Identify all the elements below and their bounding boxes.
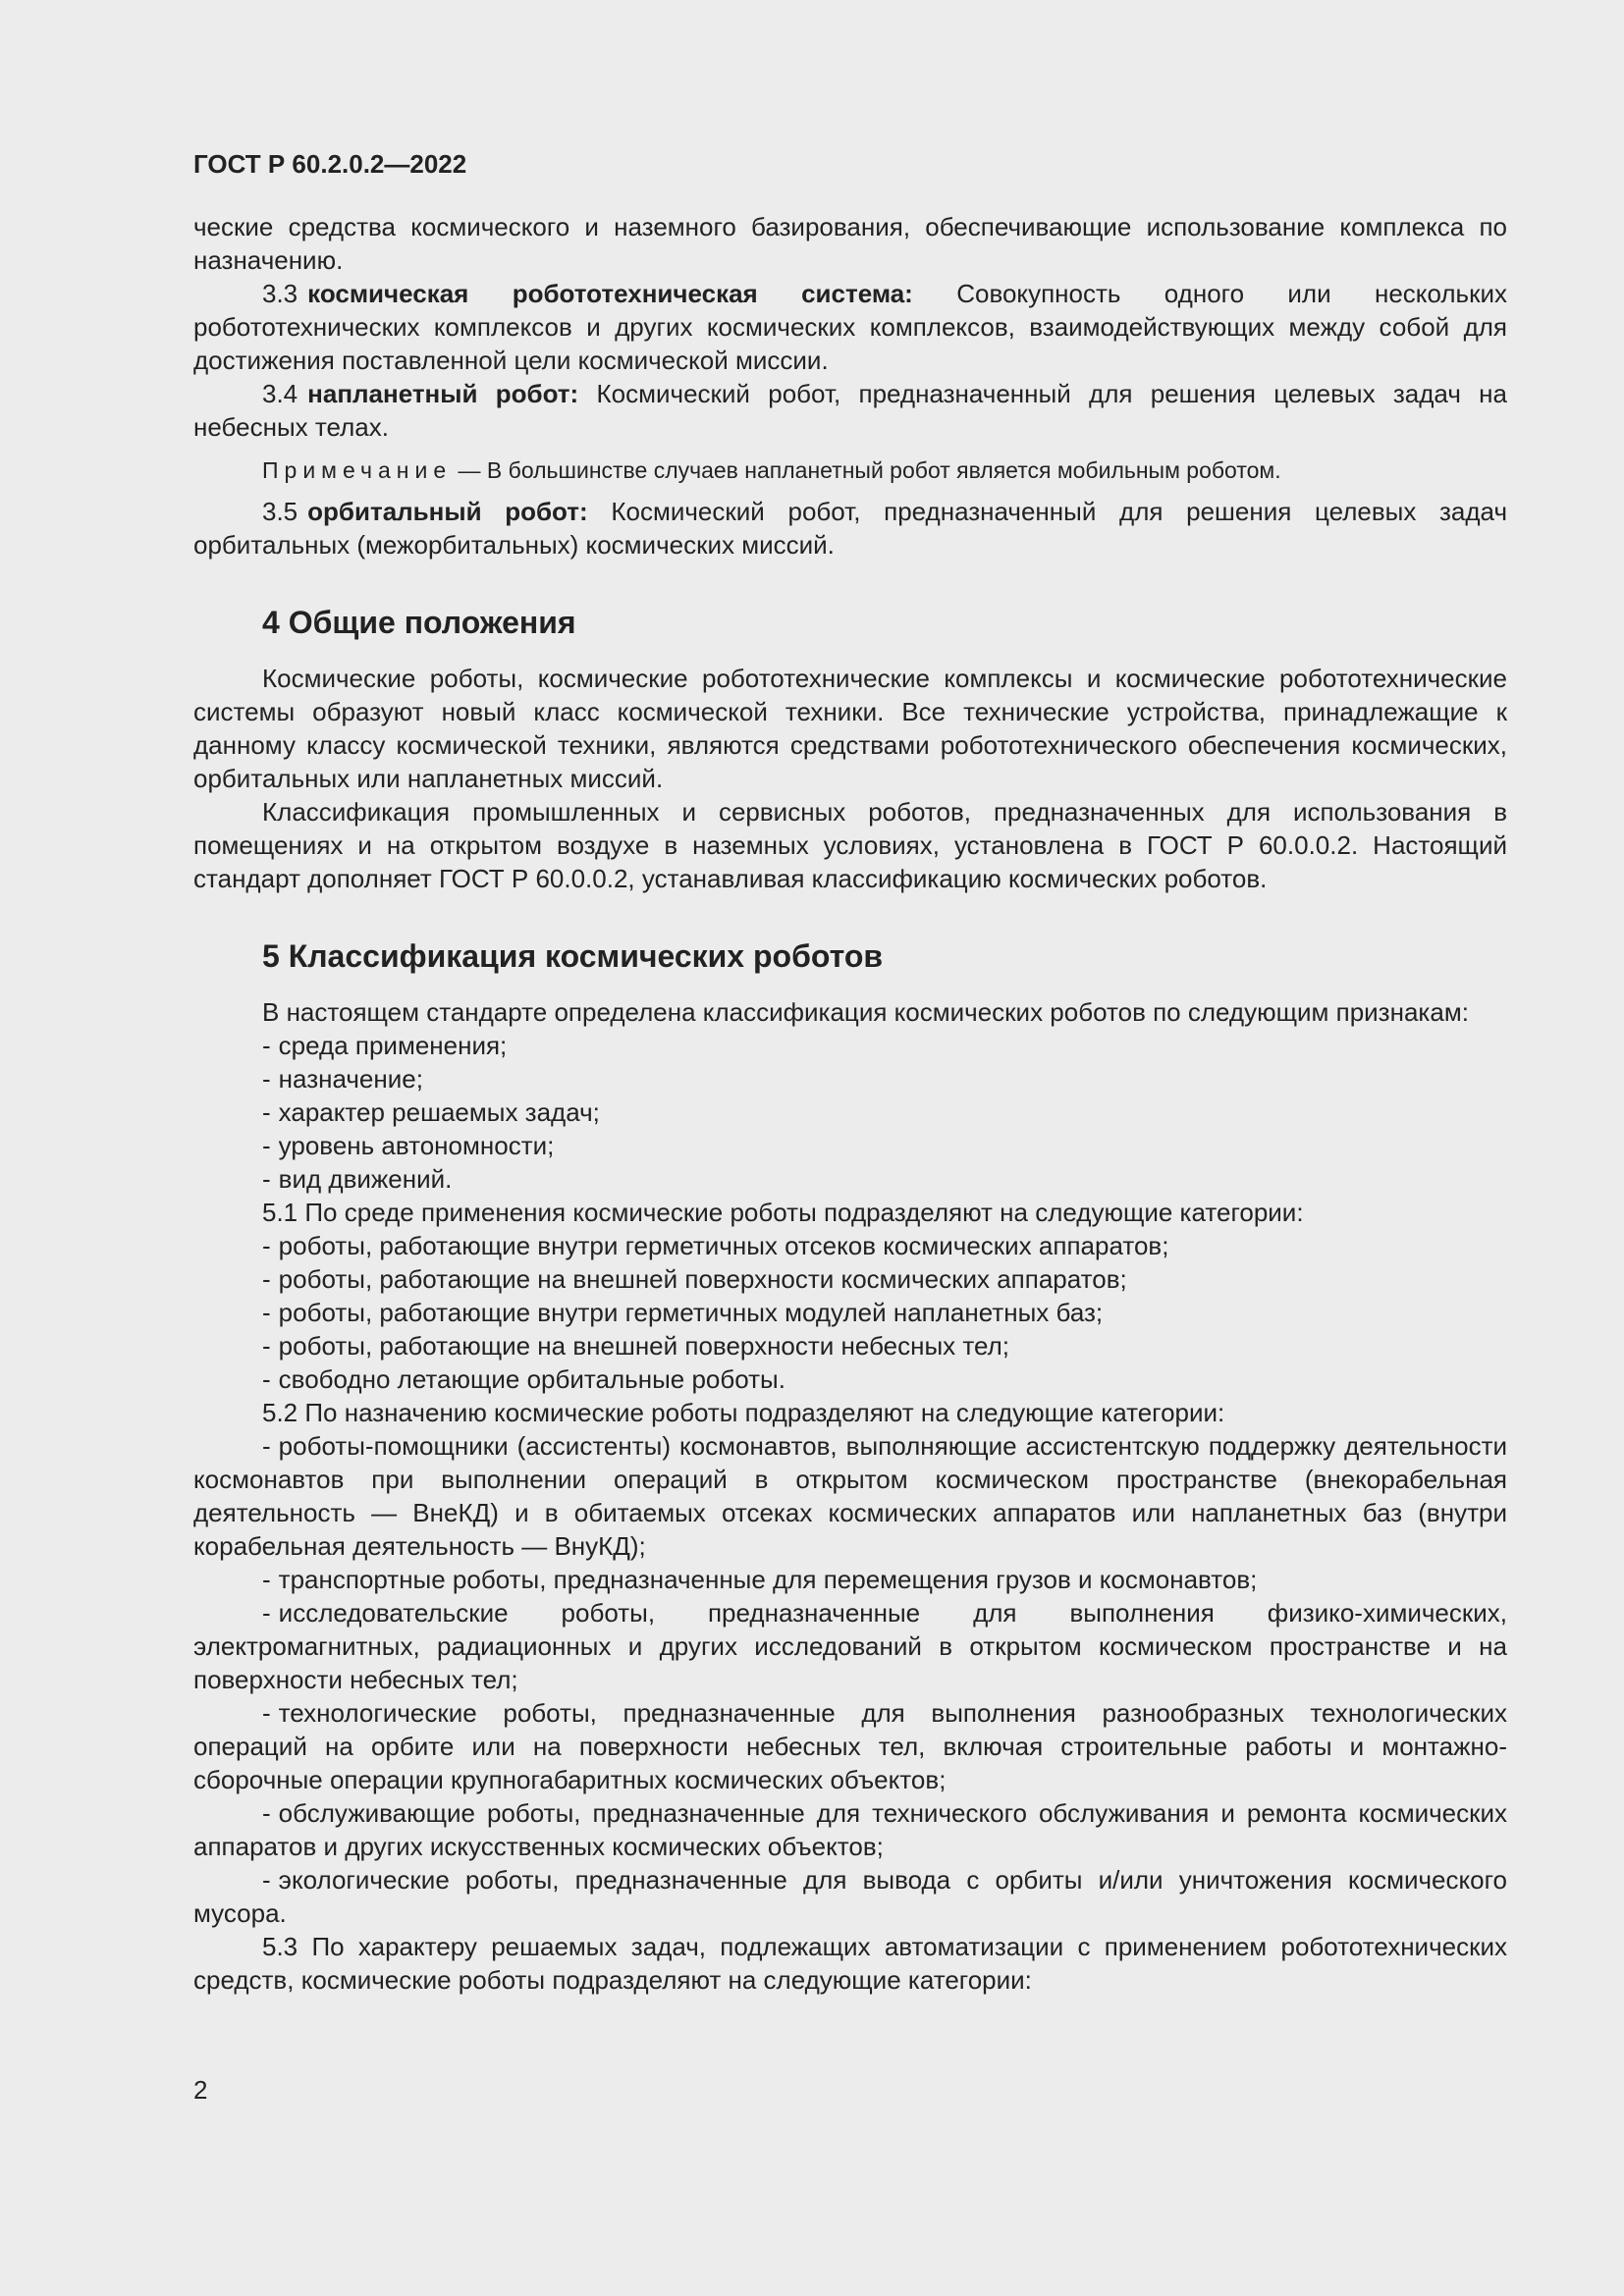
document-page xyxy=(193,147,1507,1997)
section-4-paragraph-2: Классификация промышленных и сервисных роботов, предназначенных для использования в помещениях и на открытом воздухе в наземных условиях, установлена в ГОСТ Р 60.0.0.2. Настоящий стандарт дополняет ГОСТ Р 60.0.0.2, устанавливая классификацию космических роботов. xyxy=(193,797,1507,893)
definition-3-5 xyxy=(193,495,1507,561)
purpose-item: - транспортные роботы, предназначенные для перемещения грузов и космонавтов; xyxy=(262,1565,1258,1594)
list-item: - роботы, работающие внутри герметичных отсеков космических аппаратов; xyxy=(262,1231,1169,1260)
section-5-heading: 5 Классификация космических роботов xyxy=(262,938,884,974)
criteria-list xyxy=(193,1029,1507,1196)
continuation-paragraph: ческие средства космического и наземного базирования, обеспечивающие использование комплекса по назначению. xyxy=(193,212,1507,275)
list-item: - свободно летающие орбитальные роботы. xyxy=(262,1364,785,1394)
environment-list xyxy=(193,1229,1507,1396)
list-item: - среда применения; xyxy=(262,1031,508,1060)
definition-number: 3.3 xyxy=(262,279,298,308)
clause-5-3: 5.3 По характеру решаемых задач, подлежащих автоматизации с применением робототехнических средств, космические роботы подразделяют на следующие категории: xyxy=(193,1932,1507,1995)
clause-5-1: 5.1 По среде применения космические роботы подразделяют на следующие категории: xyxy=(262,1198,1304,1227)
definition-text: Совокупность одного или нескольких робототехнических комплексов и других космических комплексов, взаимодействующих между собой для достижения поставленной цели космической миссии. xyxy=(193,279,1507,375)
definition-term: космическая робототехническая система: xyxy=(307,279,913,308)
definition-term: орбитальный робот: xyxy=(307,497,588,526)
definition-3-3 xyxy=(193,277,1507,377)
definition-term: напланетный робот: xyxy=(307,379,579,408)
purpose-item: - исследовательские роботы, предназначенные для выполнения физико-химических, электромагнитных, радиационных и других исследований в открытом космическом пространстве и на поверхности небесных тел; xyxy=(193,1598,1507,1694)
list-item: - уровень автономности; xyxy=(262,1131,555,1160)
definition-3-4 xyxy=(193,377,1507,444)
note-label: Примечание xyxy=(262,457,453,483)
note-text: — В большинстве случаев напланетный робот является мобильным роботом. xyxy=(458,457,1281,483)
clause-5-2: 5.2 По назначению космические роботы подразделяют на следующие категории: xyxy=(262,1398,1225,1427)
definition-text: Космический робот, предназначенный для решения целевых задач орбитальных (межорбитальных) космических миссий. xyxy=(193,497,1507,560)
note xyxy=(193,455,1507,485)
list-item: - назначение; xyxy=(262,1064,423,1094)
page-number: 2 xyxy=(193,2075,208,2105)
section-4-heading: 4 Общие положения xyxy=(262,605,576,640)
list-item: - роботы, работающие внутри герметичных модулей напланетных баз; xyxy=(262,1298,1104,1327)
purpose-item: - технологические роботы, предназначенные для выполнения разнообразных технологических операций на орбите или на поверхности небесных тел, включая строительные работы и монтажно-сборочные операции крупногабаритных космических объектов; xyxy=(193,1698,1507,1794)
definition-number: 3.5 xyxy=(262,497,298,526)
section-4-paragraph-1: Космические роботы, космические робототехнические комплексы и космические робототехнические системы образуют новый класс космической техники. Все технические устройства, принадлежащие к данному классу космической техники, являются средствами робототехнического обеспечения космических, орбитальных или напланетных миссий. xyxy=(193,664,1507,793)
list-item: - роботы, работающие на внешней поверхности космических аппаратов; xyxy=(262,1264,1127,1294)
purpose-item: - обслуживающие роботы, предназначенные для технического обслуживания и ремонта космических аппаратов и других искусственных космических объектов; xyxy=(193,1798,1507,1861)
purpose-item: - роботы-помощники (ассистенты) космонавтов, выполняющие ассистентскую поддержку деятельности космонавтов при выполнении операций в открытом космическом пространстве (внекорабельная деятельность — ВнеКД) и в обитаемых отсеках космических аппаратов или напланетных баз (внутри корабельная деятельность — ВнуКД); xyxy=(193,1431,1507,1561)
definition-number: 3.4 xyxy=(262,379,298,408)
list-item: - вид движений. xyxy=(262,1164,453,1194)
purpose-item: - экологические роботы, предназначенные для вывода с орбиты и/или уничтожения космического мусора. xyxy=(193,1865,1507,1928)
list-item: - характер решаемых задач; xyxy=(262,1097,600,1127)
document-header: ГОСТ Р 60.2.0.2—2022 xyxy=(193,149,467,179)
definition-text: Космический робот, предназначенный для решения целевых задач на небесных телах. xyxy=(193,379,1507,442)
list-item: - роботы, работающие на внешней поверхности небесных тел; xyxy=(262,1331,1010,1361)
section-5-intro: В настоящем стандарте определена классификация космических роботов по следующим признакам: xyxy=(262,997,1469,1027)
